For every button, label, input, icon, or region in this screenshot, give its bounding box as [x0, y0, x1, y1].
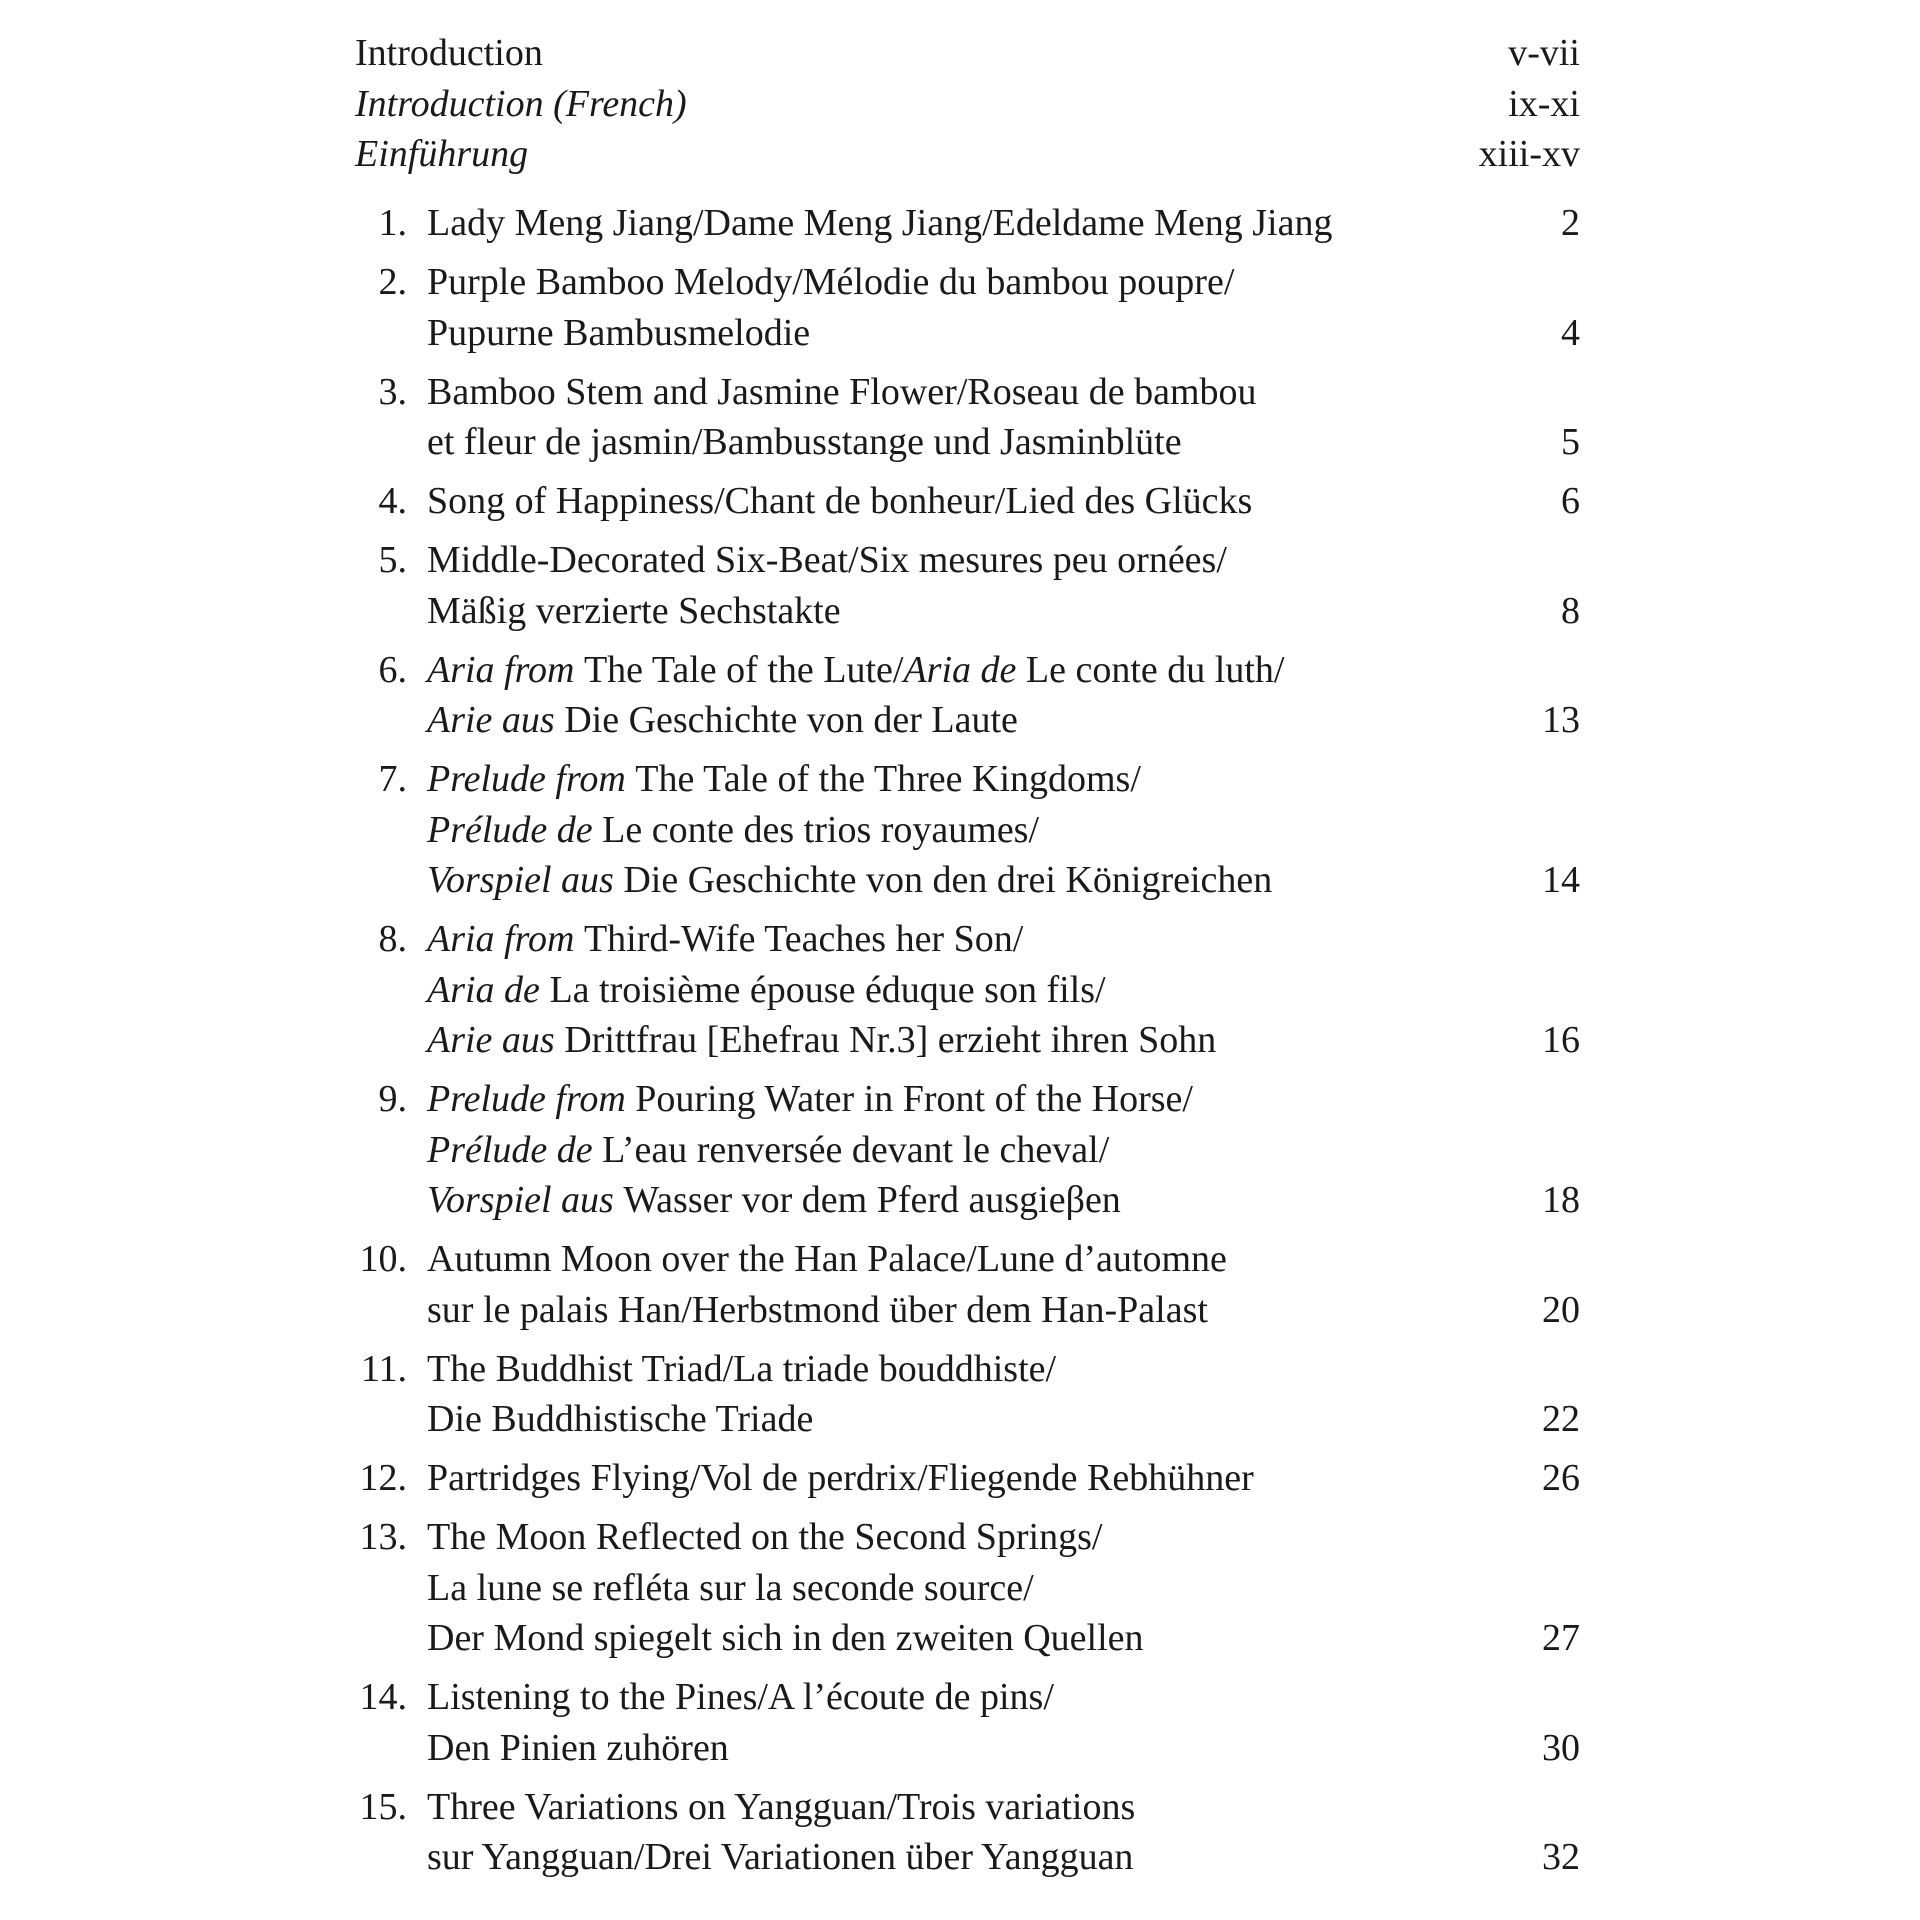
entry-title-line: [427, 754, 1580, 805]
entry-title-line: [427, 1394, 1580, 1445]
entry-text-segment: Le conte du luth/: [1025, 648, 1285, 691]
entry-title-line: [427, 1074, 1580, 1125]
entry-text-segment: Mäßig verzierte Sechstakte: [427, 589, 841, 632]
entry-page-number: 5: [1561, 421, 1580, 463]
entry-page-number: 22: [1542, 1398, 1580, 1440]
entry-page-number: 6: [1561, 480, 1580, 522]
entry-number: 7.: [378, 758, 407, 800]
entry-text-segment: Wasser vor dem Pferd ausgieβen: [623, 1179, 1121, 1221]
entry-title-line: [427, 1512, 1580, 1563]
front-matter-pages: xiii-xv: [1478, 133, 1580, 175]
entry-title-line: [427, 198, 1580, 249]
entry-title-line: [427, 914, 1580, 965]
entry-text-segment: sur Yangguan/Drei Variationen über Yangguan: [427, 1836, 1134, 1878]
entry-page-number: 26: [1542, 1457, 1580, 1499]
entry-italic-segment: Aria de: [427, 968, 550, 1011]
entry-text-segment: The Moon Reflected on the Second Springs/: [427, 1516, 1103, 1558]
entry-title-line: [427, 1453, 1580, 1504]
entry-number: 12.: [359, 1457, 407, 1499]
entry-title-line: [427, 1125, 1580, 1176]
entry-title-line: [427, 855, 1580, 906]
entry-text-segment: Bamboo Stem and Jasmine Flower/Roseau de bambou: [427, 370, 1257, 413]
entry-italic-segment: Aria from: [427, 918, 584, 960]
entry-text-segment: Den Pinien zuhören: [427, 1726, 729, 1769]
toc-entry: [355, 1234, 1580, 1335]
entry-number: 3.: [378, 370, 407, 413]
entry-text-segment: Die Buddhistische Triade: [427, 1398, 814, 1440]
entry-text-segment: Die Geschichte von den drei Königreichen: [623, 859, 1273, 901]
entry-text-segment: Le conte des trios royaumes/: [602, 808, 1040, 851]
toc-entry: [355, 645, 1580, 746]
entry-text-segment: Partridges Flying/Vol de perdrix/Fliegende Rebhühner: [427, 1457, 1254, 1499]
entry-number: 2.: [378, 261, 407, 303]
entry-number: 8.: [378, 918, 407, 960]
front-matter-title: Einführung: [355, 133, 529, 175]
toc-entry: [355, 1453, 1580, 1504]
entry-italic-segment: Prelude from: [427, 1078, 636, 1120]
entry-page-number: 20: [1542, 1288, 1580, 1331]
entry-page-number: 14: [1542, 859, 1580, 901]
entry-text-segment: et fleur de jasmin/Bambusstange und Jasminblüte: [427, 421, 1182, 463]
entry-text-segment: Middle-Decorated Six-Beat/Six mesures peu ornées/: [427, 539, 1227, 581]
entry-text-segment: The Tale of the Lute/: [583, 648, 904, 691]
entry-page-number: 30: [1542, 1726, 1580, 1769]
entry-number: 5.: [378, 539, 407, 581]
entry-number: 13.: [359, 1516, 407, 1558]
entry-number: 4.: [378, 480, 407, 522]
entry-italic-segment: Aria from: [427, 648, 584, 691]
entry-title-line: [427, 417, 1580, 468]
entry-text-segment: Third-Wife Teaches her Son/: [583, 918, 1024, 960]
entry-text-segment: Song of Happiness/Chant de bonheur/Lied des Glücks: [427, 480, 1253, 522]
entry-number: 10.: [359, 1238, 407, 1280]
toc-entry: [355, 198, 1580, 249]
entry-italic-segment: Prélude de: [427, 808, 603, 851]
entry-number: 14.: [359, 1676, 407, 1718]
toc-entry: [355, 476, 1580, 527]
toc-entry: [355, 257, 1580, 358]
entry-text-segment: La troisième épouse éduque son fils/: [549, 968, 1106, 1011]
entry-title-line: [427, 1723, 1580, 1774]
toc-entry: [355, 367, 1580, 468]
entry-title-line: [427, 586, 1580, 637]
front-matter-pages: ix-xi: [1508, 82, 1580, 125]
entry-text-segment: The Buddhist Triad/La triade bouddhiste/: [427, 1347, 1057, 1390]
front-matter-title: Introduction (French): [355, 82, 687, 125]
front-matter-row: [355, 129, 1580, 180]
entry-italic-segment: Aria de: [903, 648, 1026, 691]
entry-page-number: 32: [1542, 1836, 1580, 1878]
entry-title-line: [427, 1234, 1580, 1285]
entry-title-line: [427, 535, 1580, 586]
entry-text-segment: La lune se refléta sur la seconde source/: [427, 1566, 1034, 1609]
entry-text-segment: Pupurne Bambusmelodie: [427, 311, 811, 354]
entry-page-number: 13: [1542, 699, 1580, 741]
entry-title-line: [427, 257, 1580, 308]
entry-italic-segment: Vorspiel aus: [427, 859, 624, 901]
toc-entry: [355, 1782, 1580, 1883]
entry-title-line: [427, 1285, 1580, 1336]
entry-text-segment: Listening to the Pines/A l’écoute de pins/: [427, 1676, 1054, 1718]
entry-title-line: [427, 1613, 1580, 1664]
entry-title-line: [427, 1175, 1580, 1226]
toc-entry: [355, 535, 1580, 636]
entry-title-line: [427, 965, 1580, 1016]
front-matter-title: Introduction: [355, 32, 543, 74]
entry-text-segment: Autumn Moon over the Han Palace/Lune d’automne: [427, 1238, 1227, 1280]
entry-title-line: [427, 1015, 1580, 1066]
entry-title-line: [427, 805, 1580, 856]
entry-number: 15.: [359, 1785, 407, 1828]
front-matter-pages: v-vii: [1508, 32, 1580, 74]
contents-list: [355, 198, 1580, 1891]
entry-text-segment: Drittfrau [Ehefrau Nr.3] erzieht ihren Sohn: [564, 1019, 1217, 1061]
entry-number: 1.: [378, 202, 407, 244]
entry-number: 11.: [360, 1347, 407, 1390]
entry-title-line: [427, 308, 1580, 359]
entry-text-segment: sur le palais Han/Herbstmond über dem Han-Palast: [427, 1288, 1208, 1331]
entry-text-segment: The Tale of the Three Kingdoms/: [635, 758, 1141, 800]
entry-text-segment: Pouring Water in Front of the Horse/: [635, 1078, 1193, 1120]
entry-text-segment: Lady Meng Jiang/Dame Meng Jiang/Edeldame Meng Jiang: [427, 202, 1333, 244]
front-matter-list: [355, 28, 1580, 180]
front-matter-row: [355, 28, 1580, 79]
entry-number: 6.: [378, 648, 407, 691]
entry-number: 9.: [378, 1078, 407, 1120]
toc-entry: [355, 754, 1580, 906]
entry-page-number: 2: [1561, 202, 1580, 244]
entry-title-line: [427, 476, 1580, 527]
entry-text-segment: Three Variations on Yangguan/Trois variations: [427, 1785, 1136, 1828]
entry-title-line: [427, 645, 1580, 696]
entry-text-segment: Der Mond spiegelt sich in den zweiten Quellen: [427, 1617, 1144, 1659]
toc-entry: [355, 1512, 1580, 1664]
front-matter-row: [355, 79, 1580, 130]
entry-title-line: [427, 1832, 1580, 1883]
toc-entry: [355, 1074, 1580, 1226]
entry-page-number: 18: [1542, 1179, 1580, 1221]
entry-title-line: [427, 367, 1580, 418]
entry-page-number: 4: [1561, 311, 1580, 354]
entry-title-line: [427, 1563, 1580, 1614]
toc-entry: [355, 1672, 1580, 1773]
entry-page-number: 8: [1561, 589, 1580, 632]
entry-title-line: [427, 1672, 1580, 1723]
entry-page-number: 16: [1542, 1019, 1580, 1061]
entry-title-line: [427, 695, 1580, 746]
entry-italic-segment: Arie aus: [427, 1019, 565, 1061]
entry-title-line: [427, 1344, 1580, 1395]
entry-page-number: 27: [1542, 1617, 1580, 1659]
toc-entry: [355, 1344, 1580, 1445]
entry-italic-segment: Prélude de: [427, 1128, 603, 1171]
entry-text-segment: L’eau renversée devant le cheval/: [602, 1128, 1110, 1171]
toc-entry: [355, 914, 1580, 1066]
entry-text-segment: Purple Bamboo Melody/Mélodie du bambou poupre/: [427, 261, 1235, 303]
entry-italic-segment: Prelude from: [427, 758, 636, 800]
entry-italic-segment: Vorspiel aus: [427, 1179, 624, 1221]
entry-italic-segment: Arie aus: [427, 699, 565, 741]
entry-text-segment: Die Geschichte von der Laute: [564, 699, 1018, 741]
entry-title-line: [427, 1782, 1580, 1833]
